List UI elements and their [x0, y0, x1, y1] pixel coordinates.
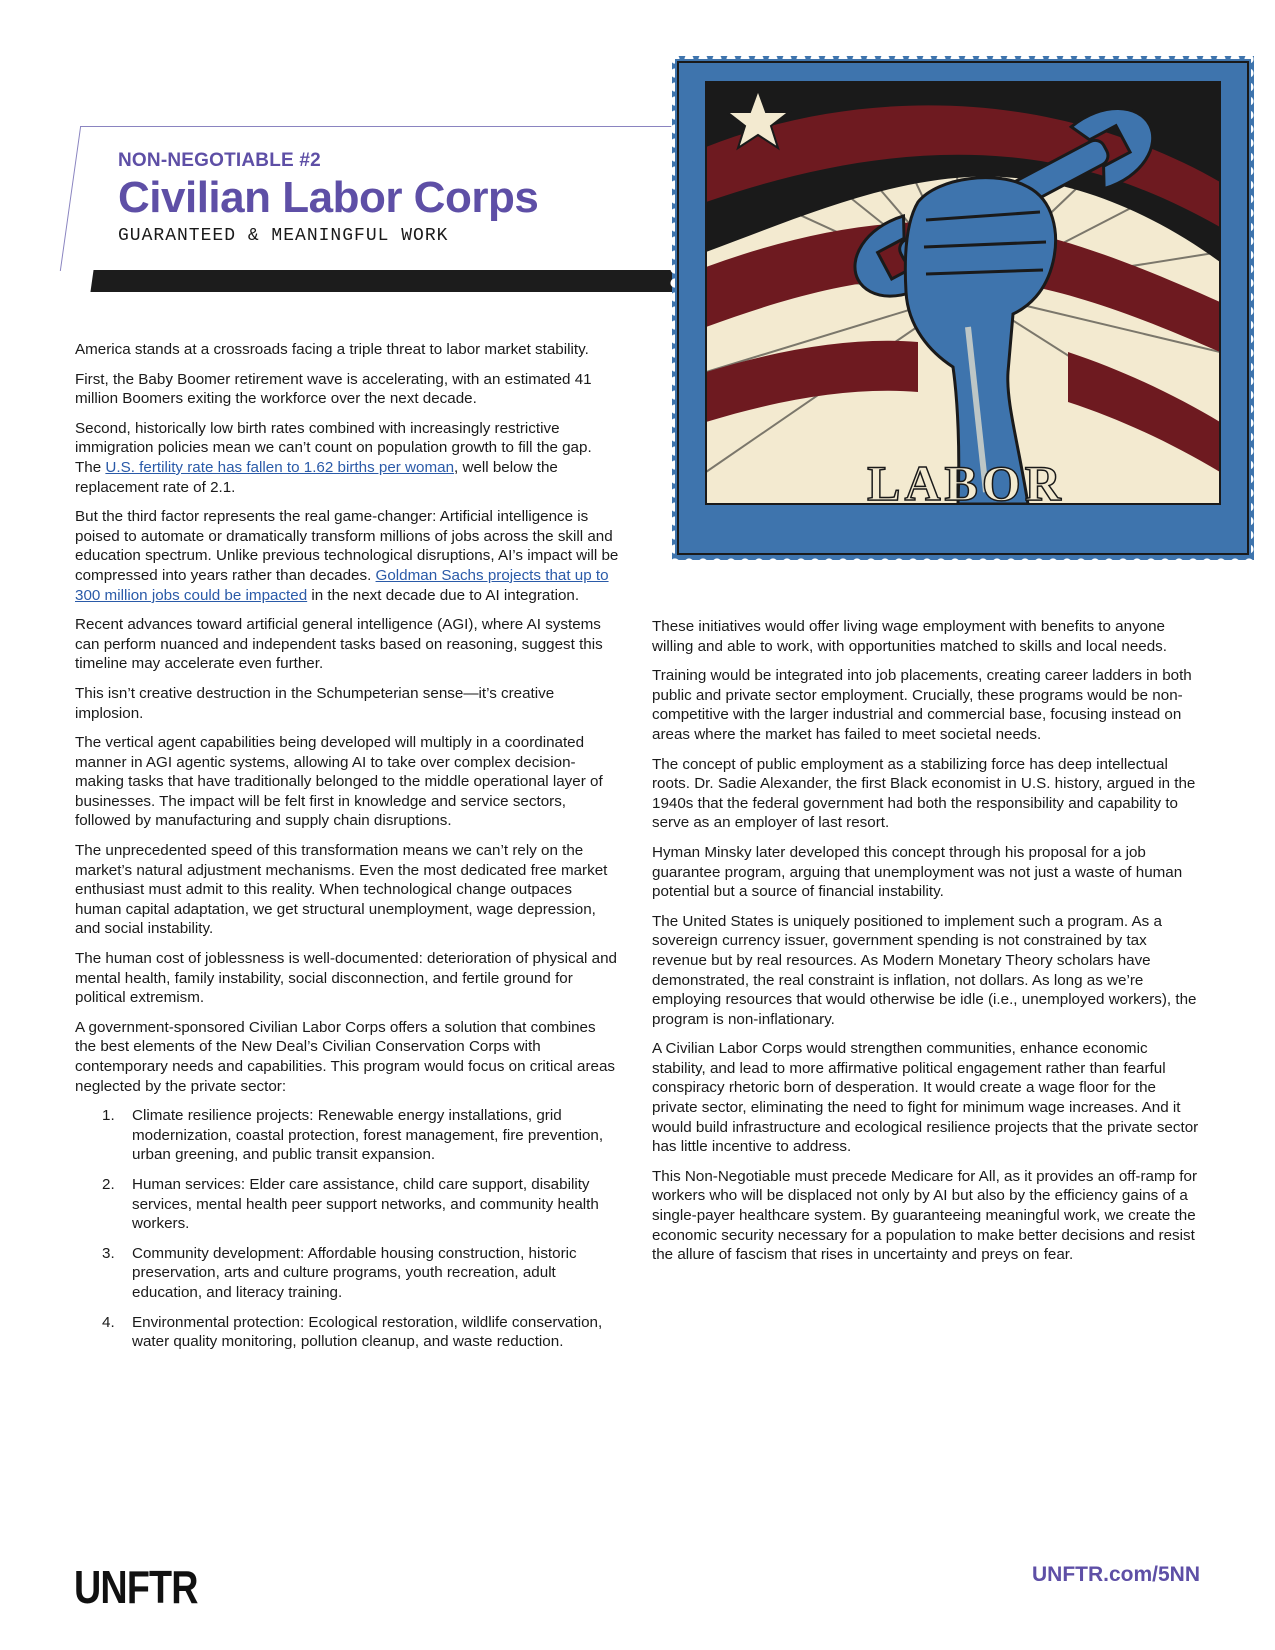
list-item	[75, 1313, 620, 1352]
paragraph: This Non-Negotiable must precede Medicare for All, as it provides an off-ramp for workers who will be displaced not only by AI but also by the efficiency gains of a single-payer healthcare system. By guaranteeing meaningful work, we create the economic security necessary for a population to make better decisions and resist the allure of fascism that rises in uncertainty and preys on fear.	[652, 1167, 1198, 1264]
paragraph-text: in the next decade due to AI integration.	[307, 586, 580, 604]
paragraph: The vertical agent capabilities being developed will multiply in a coordinated manner in AGI agentic systems, allowing AI to take over complex decision-making tasks that have traditionally belonged to the middle operational layer of businesses. The impact will be felt first in knowledge and service sectors, followed by manufacturing and supply chain disruptions.	[75, 734, 603, 830]
list-text: Environmental protection: Ecological restoration, wildlife conservation, water quality monitoring, pollution cleanup, and waste reduction.	[132, 1313, 603, 1351]
list-item	[75, 1175, 620, 1234]
list-item	[75, 1244, 620, 1303]
paragraph-text: Second, historically low birth rates combined with increasingly restrictive immigration policies mean we can’t count on population growth to fill the gap. The	[75, 419, 592, 476]
paragraph-text: But the third factor represents the real game-changer: Artificial intelligence is poised to automate or dramatically transform millions of jobs across the skill and education spectrum. Unlike previous technological disruptions, AI’s impact will be compressed into years rather than decades.	[75, 508, 619, 584]
footer-url-link[interactable]: UNFTR.com/5NN	[1031, 1563, 1200, 1586]
paragraph: Recent advances toward artificial general intelligence (AGI), where AI systems can perform nuanced and independent tasks based on reasoning, suggest this timeline may accelerate even further.	[75, 616, 603, 673]
fertility-rate-link[interactable]: U.S. fertility rate has fallen to 1.62 births per woman	[105, 458, 455, 476]
list-text: Community development: Affordable housing construction, historic preservation, arts and culture programs, youth recreation, adult education, and literacy training.	[132, 1244, 577, 1301]
paragraph: A Civilian Labor Corps would strengthen communities, enhance economic stability, and lead to more affirmative political engagement rather than fearful conspiracy rhetoric born of desperation. It would create a wage floor for the private sector, eliminating the need to fight for minimum wage increases. And it would build infrastructure and ecological resilience projects that the private sector has little incentive to address.	[652, 1040, 1199, 1156]
right-column	[652, 617, 1200, 1275]
paragraph: The United States is uniquely positioned to implement such a program. As a sovereign currency issuer, government spending is not constrained by tax revenue but by real resources. As Modern Monetary Theory scholars have demonstrated, the real constraint is inflation, not dollars. As long as we’re employing resources that would otherwise be idle (i.e., unemployed workers), the program is non-inflationary.	[652, 912, 1197, 1028]
paragraph: Hyman Minsky later developed this concept through his proposal for a job guarantee program, arguing that unemployment was not just a waste of human potential but a source of financial instability.	[652, 843, 1183, 901]
unftr-logo: UNFTR	[74, 1561, 198, 1613]
list-text: Climate resilience projects: Renewable energy installations, grid modernization, coastal protection, forest management, fire prevention, urban greening, and public transit expansion.	[132, 1107, 604, 1164]
list-number: 1.	[102, 1107, 115, 1125]
paragraph	[75, 419, 620, 497]
paragraph: The concept of public employment as a stabilizing force has deep intellectual roots. Dr. Sadie Alexander, the first Black economist in U.S. history, argued in the 1940s that the federal government had both the responsibility and capability to serve as an employer of last resort.	[652, 755, 1196, 832]
header-banner	[118, 150, 678, 246]
goldman-sachs-link[interactable]: Goldman Sachs projects that up to 300 million jobs could be impacted	[75, 566, 609, 604]
paragraph: First, the Baby Boomer retirement wave is accelerating, with an estimated 41 million Boomers exiting the workforce over the next decade.	[75, 370, 592, 408]
list-item	[75, 1106, 620, 1165]
list-number: 2.	[102, 1175, 115, 1193]
paragraph: These initiatives would offer living wage employment with benefits to anyone willing and able to work, with opportunities matched to skills and local needs.	[652, 618, 1167, 655]
paragraph: Training would be integrated into job placements, creating career ladders in both public and private sector employment. Crucially, these programs would be non-competitive with the larger industrial and commercial base, focusing instead on areas where the market has failed to meet societal needs.	[652, 667, 1192, 743]
focus-areas-list	[75, 1106, 620, 1352]
paragraph: This isn’t creative destruction in the Schumpeterian sense—it’s creative implosion.	[75, 684, 555, 722]
paragraph: A government-sponsored Civilian Labor Corps offers a solution that combines the best elements of the New Deal’s Civilian Conservation Corps with contemporary needs and capabilities. This program would focus on critical areas neglected by the private sector:	[75, 1018, 615, 1095]
paragraph: The human cost of joblessness is well-documented: deterioration of physical and mental health, family instability, social disconnection, and fertile ground for political extremism.	[75, 950, 617, 1007]
paragraph	[75, 507, 620, 605]
list-number: 3.	[102, 1244, 115, 1262]
list-number: 4.	[102, 1313, 115, 1331]
left-column	[75, 340, 620, 1362]
page-subtitle: GUARANTEED & MEANINGFUL WORK	[118, 226, 449, 246]
paragraph: America stands at a crossroads facing a triple threat to labor market stability.	[75, 341, 589, 358]
paragraph: The unprecedented speed of this transformation means we can’t rely on the market’s natural adjustment mechanisms. Even the most dedicated free market enthusiast must admit to this reality. When technological change outpaces human capital adaptation, we get structural unemployment, wage depression, and social instability.	[75, 842, 608, 938]
page-title: Civilian Labor Corps	[118, 173, 539, 222]
header-banner-bar	[90, 270, 683, 292]
labor-stamp-illustration	[668, 52, 1258, 564]
paragraph-text: , well below the replacement rate of 2.1.	[75, 458, 558, 496]
stamp-label: LABOR	[867, 455, 1065, 511]
eyebrow-label: NON-NEGOTIABLE #2	[118, 150, 321, 171]
list-text: Human services: Elder care assistance, child care support, disability services, mental health peer support networks, and community health workers.	[132, 1175, 599, 1233]
